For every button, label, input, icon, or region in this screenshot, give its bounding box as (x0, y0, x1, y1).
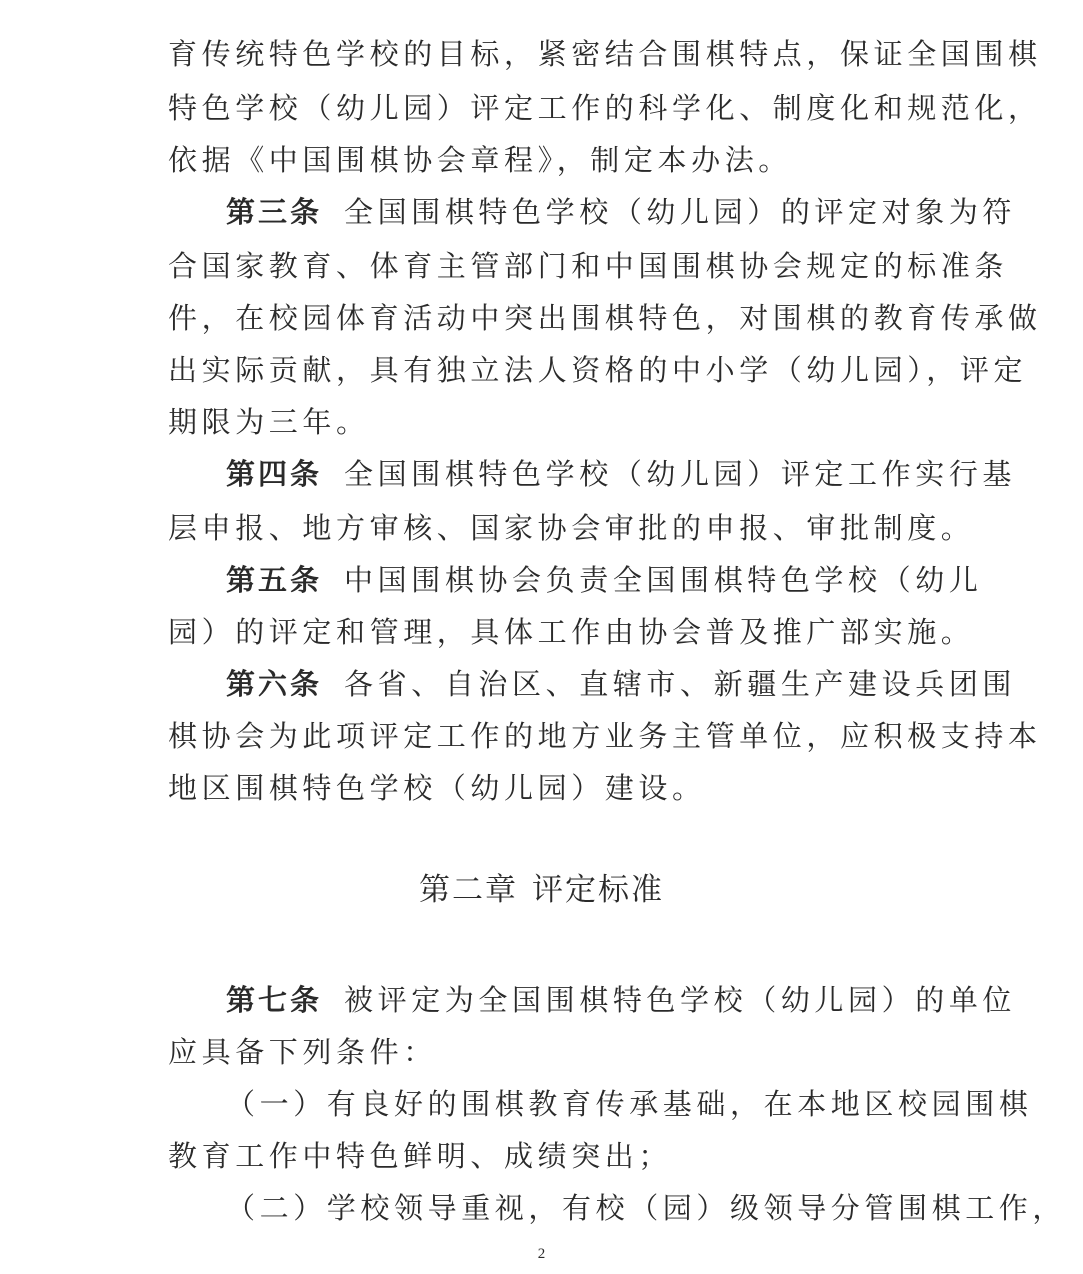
item-1-line-2: 教育工作中特色鲜明、成绩突出； (168, 1139, 673, 1173)
intro-line-3: 依据《中国围棋协会章程》，制定本办法。 (168, 143, 792, 177)
chapter-heading (0, 868, 1083, 912)
article-7-line-2: 应具备下列条件： (168, 1035, 437, 1069)
article-3-line-1 (226, 192, 1017, 232)
article-3-line-3: 件，在校园体育活动中突出围棋特色，对围棋的教育传承做 (168, 301, 1042, 335)
article-5-text: 中国围棋协会负责全国围棋特色学校（幼儿 (344, 563, 983, 597)
page-number: 2 (537, 1246, 546, 1262)
intro-line-2: 特色学校（幼儿园）评定工作的科学化、制度化和规范化， (168, 91, 1042, 125)
article-4-heading: 第四条 (226, 457, 323, 491)
article-7-text: 被评定为全国围棋特色学校（幼儿园）的单位 (344, 983, 1017, 1017)
intro-line-1: 育传统特色学校的目标，紧密结合围棋特点，保证全国围棋 (168, 37, 1042, 71)
article-6-text: 各省、自治区、直辖市、新疆生产建设兵团围 (344, 667, 1017, 701)
item-1-line-1: （一）有良好的围棋教育传承基础，在本地区校园围棋 (226, 1087, 1033, 1121)
article-3-heading: 第三条 (226, 195, 323, 229)
article-6-line-2: 棋协会为此项评定工作的地方业务主管单位，应积极支持本 (168, 719, 1042, 753)
article-3-text: 全国围棋特色学校（幼儿园）的评定对象为符 (344, 195, 1017, 229)
item-2-line-1: （二）学校领导重视，有校（园）级领导分管围棋工作， (226, 1191, 1067, 1225)
chapter-title: 评定标准 (532, 872, 664, 908)
article-6-heading: 第六条 (226, 667, 323, 701)
article-6-line-3: 地区围棋特色学校（幼儿园）建设。 (168, 771, 706, 805)
article-5-heading: 第五条 (226, 563, 323, 597)
article-3-line-5: 期限为三年。 (168, 405, 370, 439)
article-6-line-1 (226, 664, 1017, 704)
article-5-line-2: 园）的评定和管理，具体工作由协会普及推广部实施。 (168, 615, 975, 649)
article-4-line-2: 层申报、地方审核、国家协会审批的申报、审批制度。 (168, 511, 975, 545)
article-4-line-1 (226, 454, 1017, 494)
chapter-number: 第二章 (419, 872, 518, 908)
article-7-heading: 第七条 (226, 983, 323, 1017)
article-7-line-1 (226, 980, 1017, 1020)
article-4-text: 全国围棋特色学校（幼儿园）评定工作实行基 (344, 457, 1017, 491)
article-5-line-1 (226, 560, 983, 600)
article-3-line-2: 合国家教育、体育主管部门和中国围棋协会规定的标准条 (168, 249, 1009, 283)
article-3-line-4: 出实际贡献，具有独立法人资格的中小学（幼儿园），评定 (168, 353, 1028, 387)
